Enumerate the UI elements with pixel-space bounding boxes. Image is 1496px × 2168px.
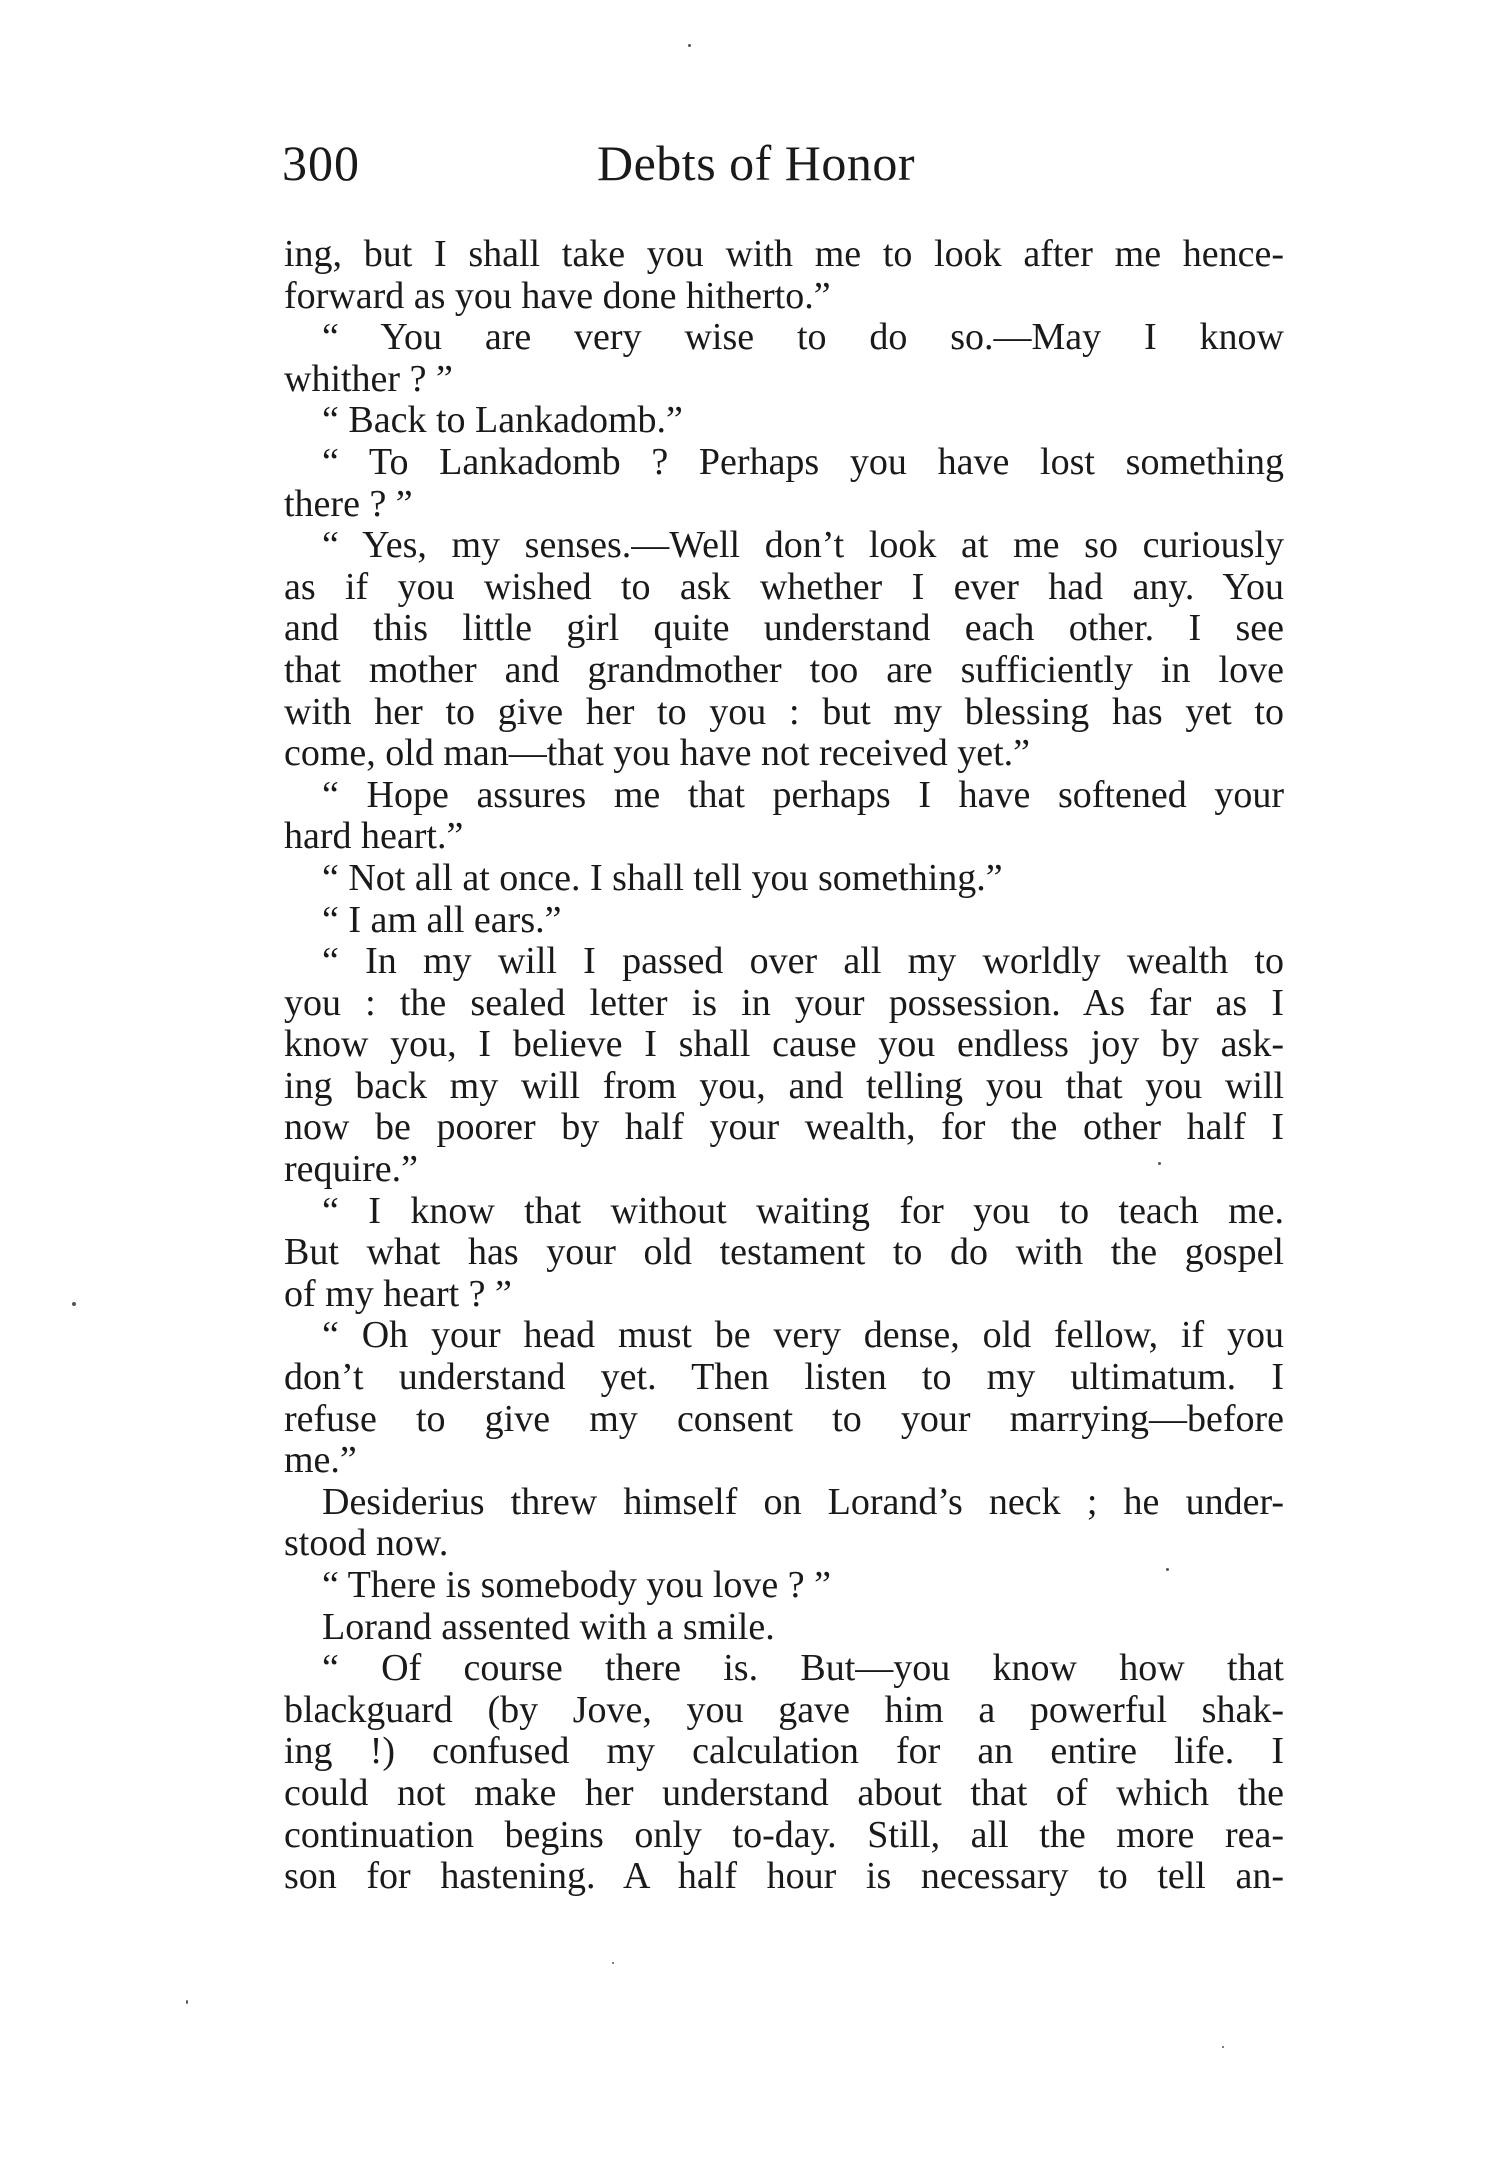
text-line: whither ? ” [284, 357, 453, 400]
text-line: and this little girl quite understand each other. I see [284, 607, 1284, 650]
text-line: “ Back to Lankadomb.” [322, 399, 683, 442]
text-line: you : the sealed letter is in your possession. As far as I [284, 981, 1284, 1024]
text-line: “ Of course there is. But—you know how that [322, 1647, 1284, 1690]
page-header [282, 128, 1282, 198]
paper-speck [1222, 2046, 1224, 2048]
paper-speck [1158, 1162, 1161, 1165]
text-line [284, 1898, 1284, 1940]
text-line: with her to give her to you : but my blessing has yet to [284, 690, 1284, 733]
text-line: “ Hope assures me that perhaps I have softened your [322, 773, 1284, 816]
text-line: Desiderius threw himself on Lorand’s neck ; he under- [322, 1480, 1284, 1523]
text-line: “ In my will I passed over all my worldly wealth to [322, 940, 1284, 983]
paper-speck [72, 1302, 76, 1306]
text-line: “ To Lankadomb ? Perhaps you have lost something [322, 440, 1284, 483]
text-line: Lorand assented with a smile. [322, 1605, 775, 1648]
text-line: don’t understand yet. Then listen to my ultimatum. I [284, 1356, 1284, 1399]
text-line: come, old man—that you have not received yet.” [284, 732, 1031, 775]
body-text [284, 234, 1284, 1939]
text-line: know you, I believe I shall cause you endless joy by ask- [284, 1023, 1284, 1066]
paper-speck [1166, 1568, 1169, 1571]
text-line: require.” [284, 1148, 418, 1191]
text-line: me.” [284, 1439, 357, 1482]
text-line: “ Yes, my senses.—Well don’t look at me so curiously [322, 524, 1284, 567]
text-line: of my heart ? ” [284, 1272, 512, 1315]
text-line: “ Not all at once. I shall tell you something.” [322, 856, 1003, 899]
text-line: there ? ” [284, 482, 413, 525]
text-line: ing back my will from you, and telling you that you will [284, 1064, 1284, 1107]
text-line: blackguard (by Jove, you gave him a powerful shak- [284, 1688, 1284, 1731]
text-line: “ You are very wise to do so.—May I know [322, 316, 1284, 359]
paper-speck [186, 2000, 188, 2004]
text-line: “ I am all ears.” [322, 898, 562, 941]
text-line: But what has your old testament to do with the gospel [284, 1231, 1284, 1274]
text-line: forward as you have done hitherto.” [284, 274, 831, 317]
text-line: son for hastening. A half hour is necessary to tell an- [284, 1855, 1284, 1898]
text-line: stood now. [284, 1522, 449, 1565]
running-head: Debts of Honor [597, 135, 916, 191]
text-line: refuse to give my consent to your marrying—before [284, 1397, 1284, 1440]
paper-speck [688, 44, 691, 47]
text-line: continuation begins only to-day. Still, all the more rea- [284, 1813, 1284, 1856]
text-line: ing, but I shall take you with me to look after me hence- [284, 233, 1284, 275]
text-line: could not make her understand about that of which the [284, 1771, 1284, 1814]
page-number: 300 [282, 135, 360, 191]
paper-speck [612, 1962, 614, 1964]
text-line: “ I know that without waiting for you to teach me. [322, 1189, 1284, 1232]
text-line: “ Oh your head must be very dense, old fellow, if you [322, 1314, 1284, 1357]
text-line: as if you wished to ask whether I ever had any. You [284, 565, 1284, 608]
text-line: hard heart.” [284, 815, 464, 858]
text-line: “ There is somebody you love ? ” [322, 1564, 831, 1606]
text-line: ing !) confused my calculation for an entire life. I [284, 1730, 1284, 1773]
text-line: that mother and grandmother too are sufficiently in love [284, 648, 1284, 691]
text-line: now be poorer by half your wealth, for the other half I [284, 1106, 1284, 1149]
